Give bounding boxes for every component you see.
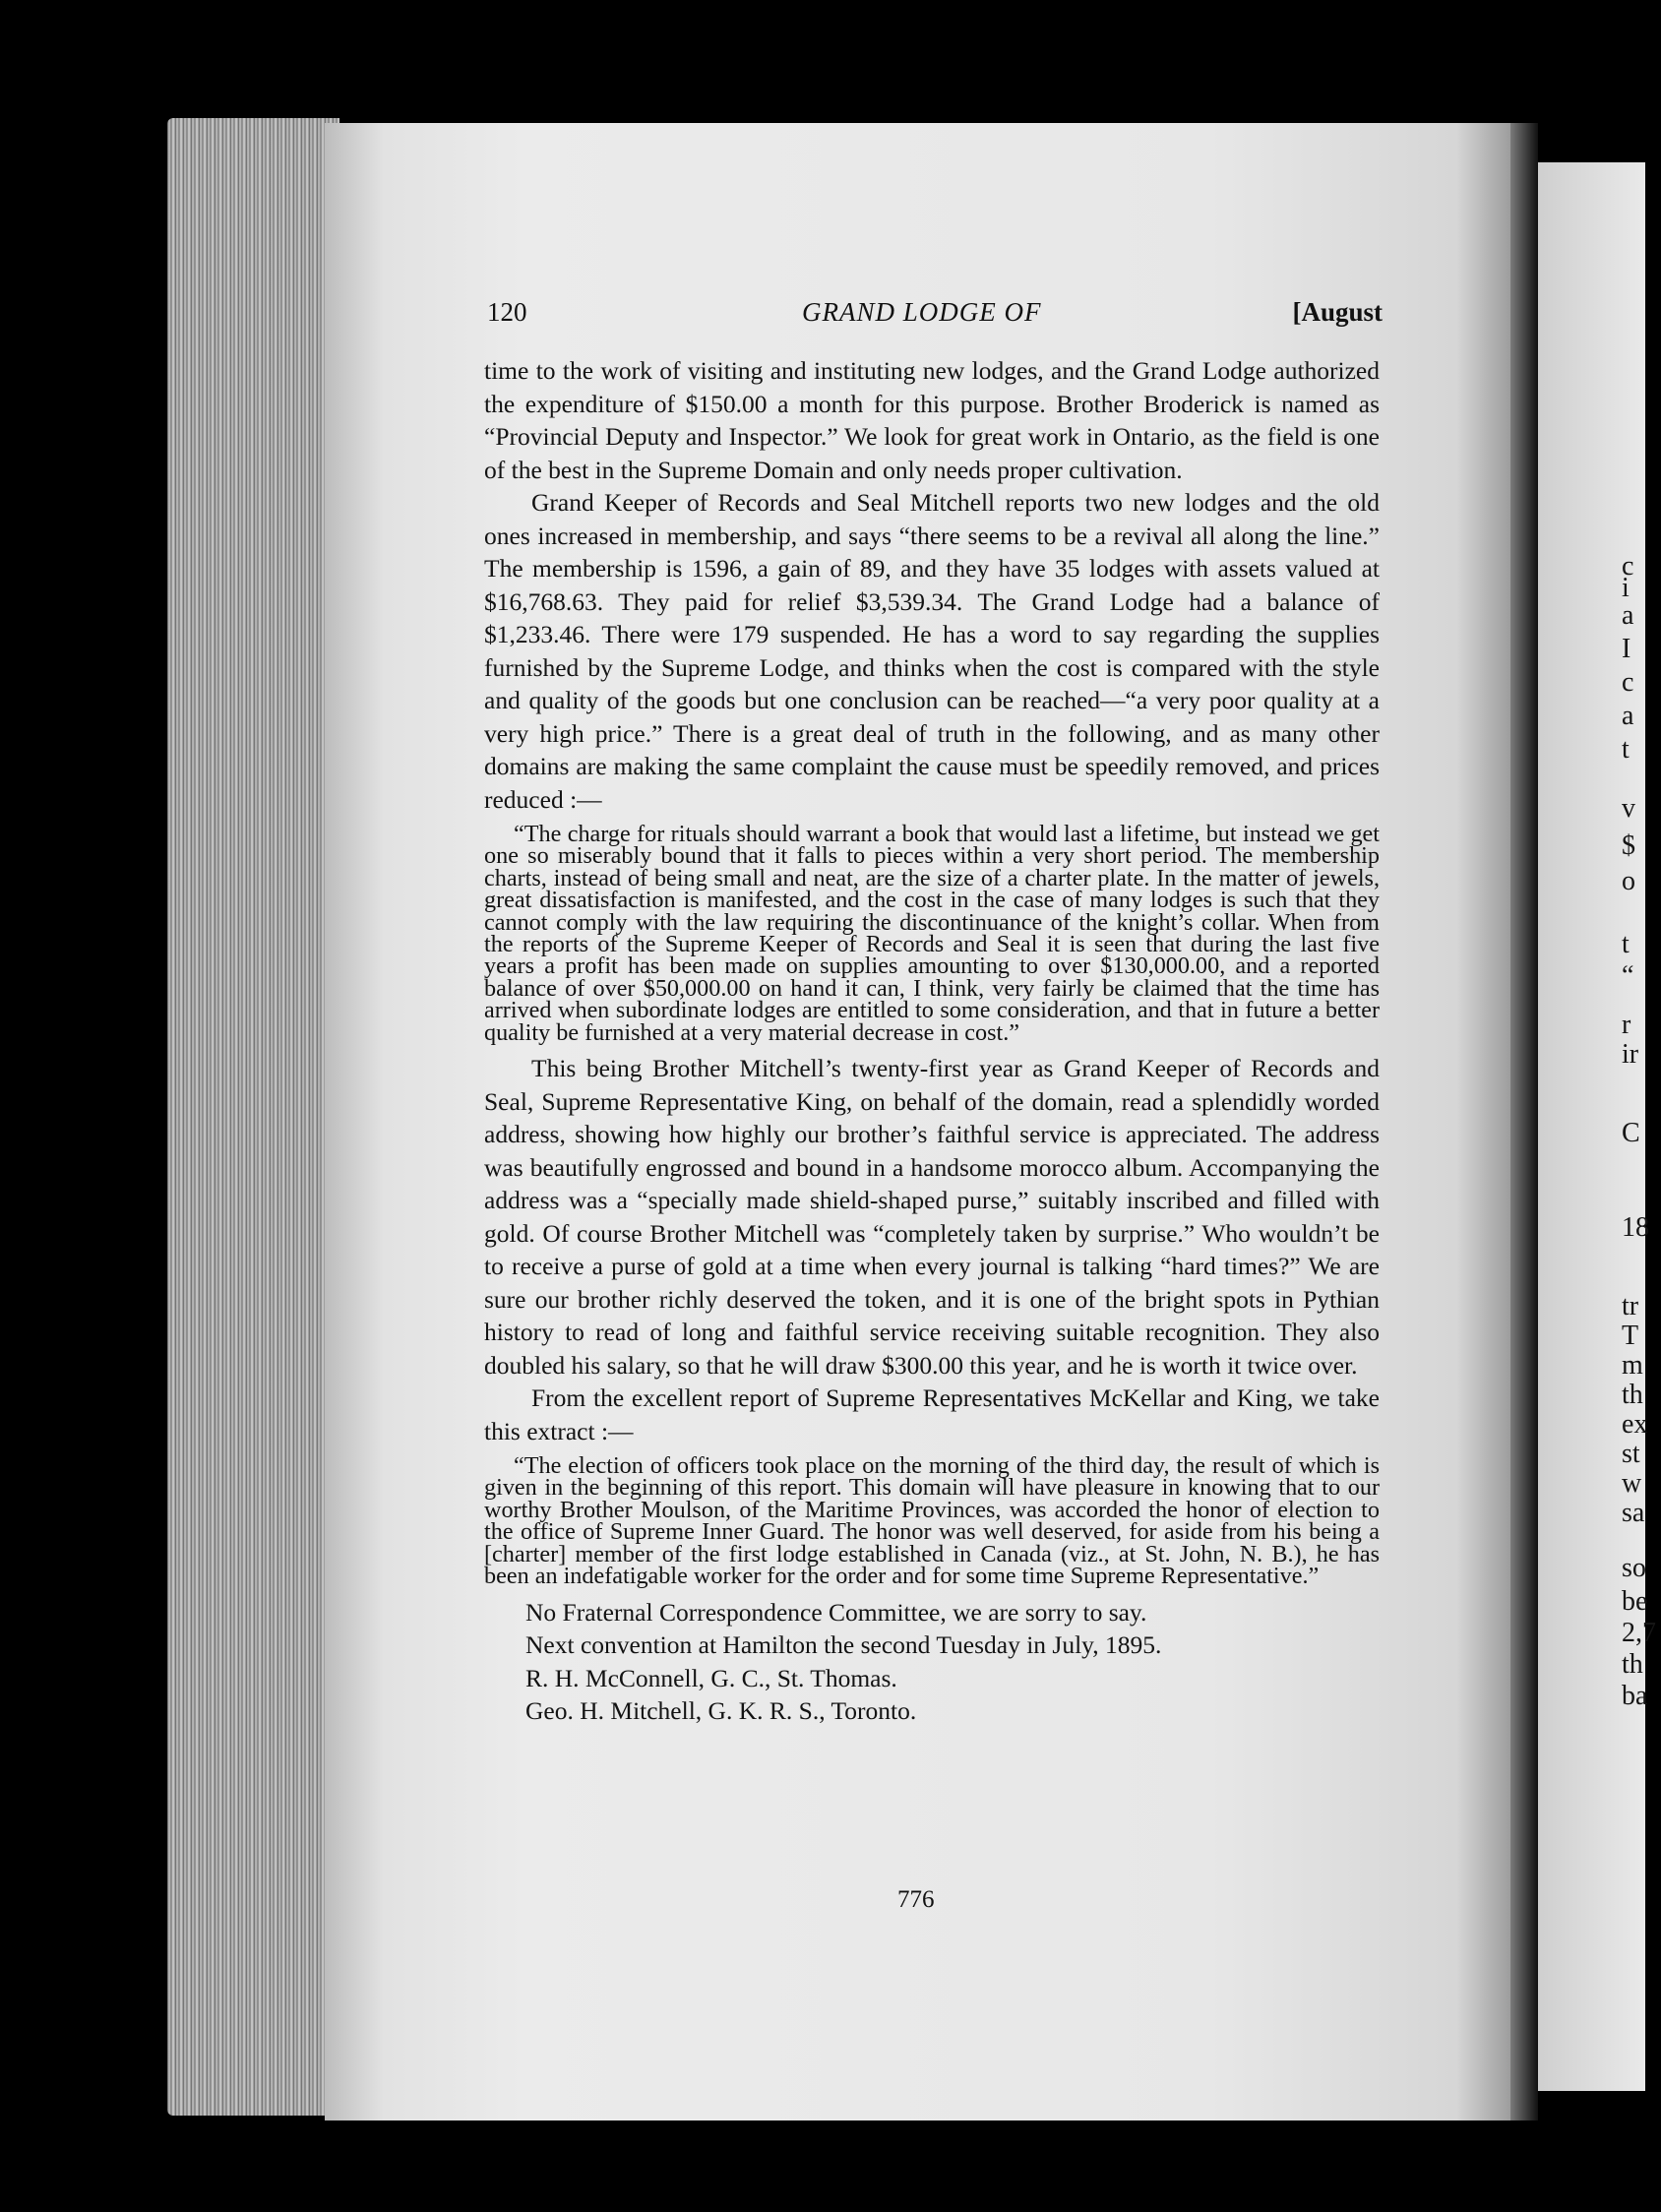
body-text — [484, 354, 1380, 1728]
officer-signature: Geo. H. Mitchell, G. K. R. S., Toronto. — [525, 1696, 917, 1725]
facing-line: th — [1622, 1380, 1643, 1410]
officer-signature: R. H. McConnell, G. C., St. Thomas. — [525, 1663, 897, 1692]
running-head-month: [August — [1292, 297, 1383, 327]
page-edges — [167, 118, 339, 2116]
facing-line: r — [1622, 1010, 1631, 1040]
facing-line: t — [1622, 929, 1630, 959]
facing-line: m — [1622, 1350, 1643, 1381]
block-quote: “The charge for rituals should warrant a book that would last a lifetime, but instead we get one so miserably bound that it falls to pieces within a very short period. The membership charts, instead of being small and neat, are the size of a charter plate. In the matter of jewels, great dissatisfaction is manifested, and the cost in the case of many lodges is such that they cannot comply with the law requiring the discontinuance of the knight’s collar. When from the reports of the Supreme Keeper of Records and Seal it is seen that during the last five years a profit has been made on supplies amounting to over $130,000.00, and a reported balance of over $50,000.00 on hand it can, I think, very fairly be claimed that the time has arrived when subordinate lodges are entitled to some consideration, and that in future a better quality be furnished at a very material decrease in cost.” — [484, 821, 1380, 1046]
facing-line: tr — [1622, 1291, 1639, 1321]
facing-line: a — [1622, 600, 1634, 631]
facing-line: t — [1622, 734, 1630, 765]
facing-line: o — [1622, 866, 1635, 896]
facing-line: i — [1622, 573, 1630, 603]
running-head-title: GRAND LODGE OF — [802, 297, 1042, 327]
facing-line: w — [1622, 1468, 1642, 1499]
facing-line: st — [1622, 1439, 1640, 1469]
paragraph: From the excellent report of Supreme Representatives McKellar and King, we take this extract :— — [484, 1383, 1380, 1445]
facing-line: ir — [1622, 1039, 1639, 1070]
facing-line: ba — [1622, 1681, 1648, 1711]
book-gutter — [1510, 123, 1538, 2120]
closing-line: No Fraternal Correspondence Committee, we are sorry to say. — [525, 1597, 1147, 1627]
facing-line: “ — [1622, 960, 1634, 991]
facing-line: C — [1622, 1118, 1640, 1148]
paragraph: time to the work of visiting and instituting new lodges, and the Grand Lodge authorized the expenditure of $150.00 a month for this purpose. Brother Broderick is named as “Provincial Deputy and Inspector.” We look for great work in Ontario, as the field is one of the best in the Supreme Domain and only needs proper cultivation. — [484, 356, 1380, 484]
paragraph: This being Brother Mitchell’s twenty-first year as Grand Keeper of Records and Seal, Supreme Representative King, on behalf of the domain, read a splendidly worded address, showing how highly our brother’s faithful service is appreciated. The address was beautifully engrossed and bound in a handsome morocco album. Accompanying the address was a “specially made shield-shaped purse,” suitably inscribed and filled with gold. Of course Brother Mitchell was “completely taken by surprise.” Who wouldn’t be to receive a purse of gold at a time when every journal is talking “hard times?” We are sure our brother richly deserved the token, and it is one of the bright spots in Pythian history to read of long and faithful service receiving suitable recognition. They also doubled his salary, so that he will draw $300.00 this year, and he is worth it twice over. — [484, 1054, 1380, 1380]
facing-line: be — [1622, 1586, 1648, 1617]
page-number: 776 — [897, 1886, 935, 1913]
facing-line: th — [1622, 1649, 1643, 1680]
facing-line: c — [1622, 667, 1634, 698]
facing-line: v — [1622, 793, 1635, 824]
facing-line: $ — [1622, 830, 1635, 861]
closing-line: Next convention at Hamilton the second Tuesday in July, 1895. — [525, 1630, 1162, 1659]
facing-line: sa — [1622, 1498, 1645, 1528]
facing-line: 2,7 — [1622, 1618, 1656, 1648]
facing-line: a — [1622, 701, 1634, 731]
running-head — [487, 297, 1383, 337]
facing-line: ex — [1622, 1409, 1648, 1440]
paragraph: Grand Keeper of Records and Seal Mitchell reports two new lodges and the old ones increased in membership, and says “there seems to be a revival all along the line.” The membership is 1596, a gain of 89, and they have 35 lodges with assets valued at $16,768.63. They paid for relief $3,539.34. The Grand Lodge had a balance of $1,233.46. There were 179 suspended. He has a word to say regarding the supplies furnished by the Supreme Lodge, and thinks when the cost is compared with the style and quality of the goods but one conclusion can be reached—“a very poor quality at a very high price.” There is a great deal of truth in the following, and as many other domains are making the same complaint the cause must be speedily removed, and prices reduced :— — [484, 488, 1380, 814]
folio: 120 — [487, 297, 527, 327]
facing-line: T — [1622, 1321, 1639, 1351]
block-quote: “The election of officers took place on the morning of the third day, the result of which is given in the beginning of this report. This domain will have pleasure in knowing that to our worthy Brother Moulson, of the Maritime Provinces, was accorded the honor of election to the office of Supreme Inner Guard. The honor was well deserved, for aside from his being a [charter] member of the first lodge established in Canada (viz., at St. John, N. B.), he has been an indefatigable worker for the order and for some time Supreme Representative.” — [484, 1452, 1380, 1590]
facing-page-fragments — [1622, 551, 1661, 1712]
facing-line: so — [1622, 1553, 1646, 1583]
facing-line: c — [1622, 551, 1634, 582]
facing-line: I — [1622, 634, 1631, 664]
facing-line: 18 — [1622, 1212, 1649, 1243]
